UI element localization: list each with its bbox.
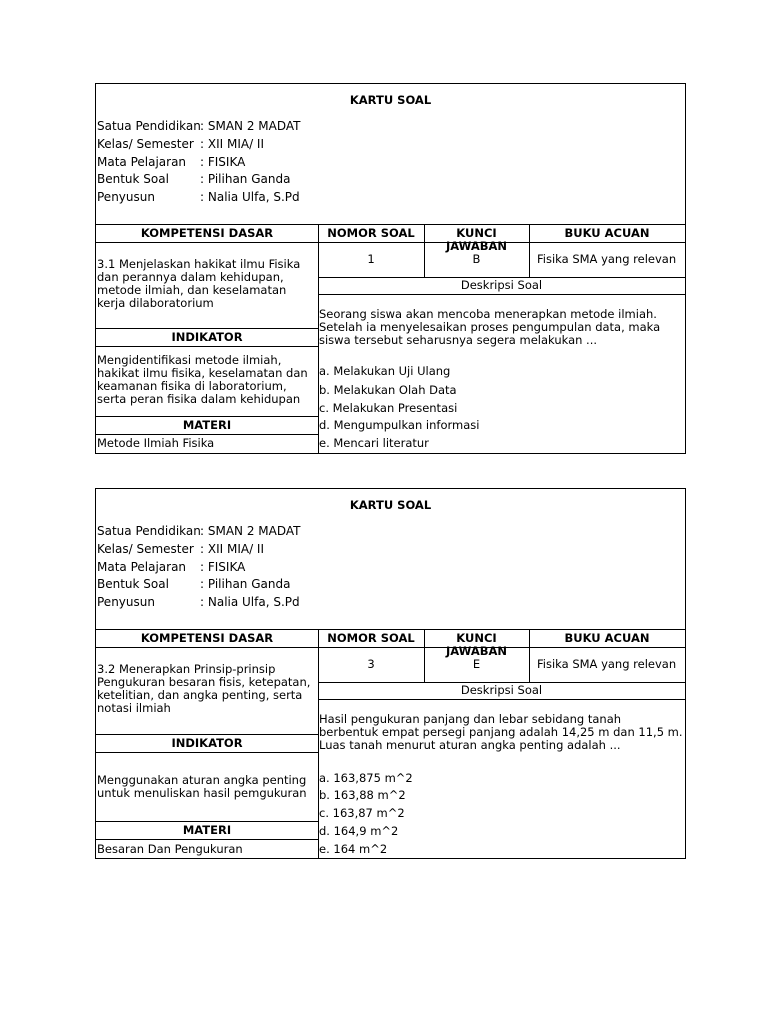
option-c: c. Melakukan Presentasi — [319, 401, 458, 415]
materi-text: Besaran Dan Pengukuran — [97, 842, 243, 856]
deskripsi-soal-label: Deskripsi Soal — [460, 278, 543, 292]
kartu-soal-card-2 — [95, 488, 686, 859]
buku-acuan-value: Fisika SMA yang relevan — [537, 657, 677, 671]
header-kunci-jawaban: KUNCI JAWABAN — [445, 226, 508, 253]
option-e: e. 164 m^2 — [319, 842, 388, 856]
info-bentuk-soal: Bentuk Soal : Pilihan Ganda — [97, 577, 291, 591]
deskripsi-soal-label: Deskripsi Soal — [460, 683, 543, 697]
info-mata-pelajaran: Mata Pelajaran : FISIKA — [97, 560, 246, 574]
option-d: d. Mengumpulkan informasi — [319, 418, 480, 432]
header-nomor-soal: NOMOR SOAL — [327, 226, 415, 240]
header-kompetensi-dasar: KOMPETENSI DASAR — [140, 631, 274, 645]
nomor-soal-value: 3 — [367, 657, 375, 671]
indikator-text: Menggunakan aturan angka penting untuk menuliskan hasil pemgukuran — [97, 773, 307, 800]
option-e: e. Mencari literatur — [319, 436, 429, 450]
option-a: a. 163,875 m^2 — [319, 771, 413, 785]
materi-text: Metode Ilmiah Fisika — [97, 436, 215, 450]
header-kompetensi-dasar: KOMPETENSI DASAR — [140, 226, 274, 240]
indikator-text: Mengidentifikasi metode ilmiah, hakikat ilmu fisika, keselamatan dan keamanan fisika di laboratorium, serta peran fisika dalam kehidupan — [97, 353, 308, 406]
card-title: KARTU SOAL — [349, 498, 432, 512]
question-text: Seorang siswa akan mencoba menerapkan metode ilmiah. Setelah ia menyelesaikan proses pengumpulan data, maka siswa tersebut seharusnya segera melakukan ... — [319, 307, 661, 347]
indikator-label: INDIKATOR — [171, 330, 243, 344]
info-penyusun: Penyusun : Nalia Ulfa, S.Pd — [97, 595, 300, 609]
header-kunci-jawaban: KUNCI JAWABAN — [445, 631, 508, 658]
header-nomor-soal: NOMOR SOAL — [327, 631, 415, 645]
card-title: KARTU SOAL — [349, 93, 432, 107]
header-buku-acuan: BUKU ACUAN — [564, 226, 650, 240]
info-kelas-semester: Kelas/ Semester : XII MIA/ II — [97, 542, 265, 556]
option-a: a. Melakukan Uji Ulang — [319, 364, 451, 378]
info-kelas-semester: Kelas/ Semester : XII MIA/ II — [97, 137, 265, 151]
kunci-jawaban-value: E — [472, 657, 481, 671]
kompetensi-dasar-text: 3.1 Menjelaskan hakikat ilmu Fisika dan perannya dalam kehidupan, metode ilmiah, dan keselamatan kerja dilaboratorium — [97, 257, 301, 310]
info-penyusun: Penyusun : Nalia Ulfa, S.Pd — [97, 190, 300, 204]
indikator-label: INDIKATOR — [171, 736, 243, 750]
kunci-jawaban-value: B — [472, 252, 481, 266]
header-buku-acuan: BUKU ACUAN — [564, 631, 650, 645]
kompetensi-dasar-text: 3.2 Menerapkan Prinsip-prinsip Pengukuran besaran fisis, ketepatan, ketelitian, dan angka penting, serta notasi ilmiah — [97, 662, 311, 715]
kartu-soal-card-1 — [95, 83, 686, 454]
option-b: b. 163,88 m^2 — [319, 788, 406, 802]
option-b: b. Melakukan Olah Data — [319, 383, 457, 397]
buku-acuan-value: Fisika SMA yang relevan — [537, 252, 677, 266]
materi-label: MATERI — [182, 418, 232, 432]
option-c: c. 163,87 m^2 — [319, 806, 405, 820]
materi-label: MATERI — [182, 823, 232, 837]
info-satuan-pendidikan: Satua Pendidikan: SMAN 2 MADAT — [97, 119, 301, 133]
nomor-soal-value: 1 — [367, 252, 375, 266]
info-satuan-pendidikan: Satua Pendidikan: SMAN 2 MADAT — [97, 524, 301, 538]
option-d: d. 164,9 m^2 — [319, 824, 399, 838]
info-mata-pelajaran: Mata Pelajaran : FISIKA — [97, 155, 246, 169]
info-bentuk-soal: Bentuk Soal : Pilihan Ganda — [97, 172, 291, 186]
question-text: Hasil pengukuran panjang dan lebar sebidang tanah berbentuk empat persegi panjang adalah 14,25 m dan 11,5 m. Luas tanah menurut aturan angka penting adalah ... — [319, 712, 683, 752]
